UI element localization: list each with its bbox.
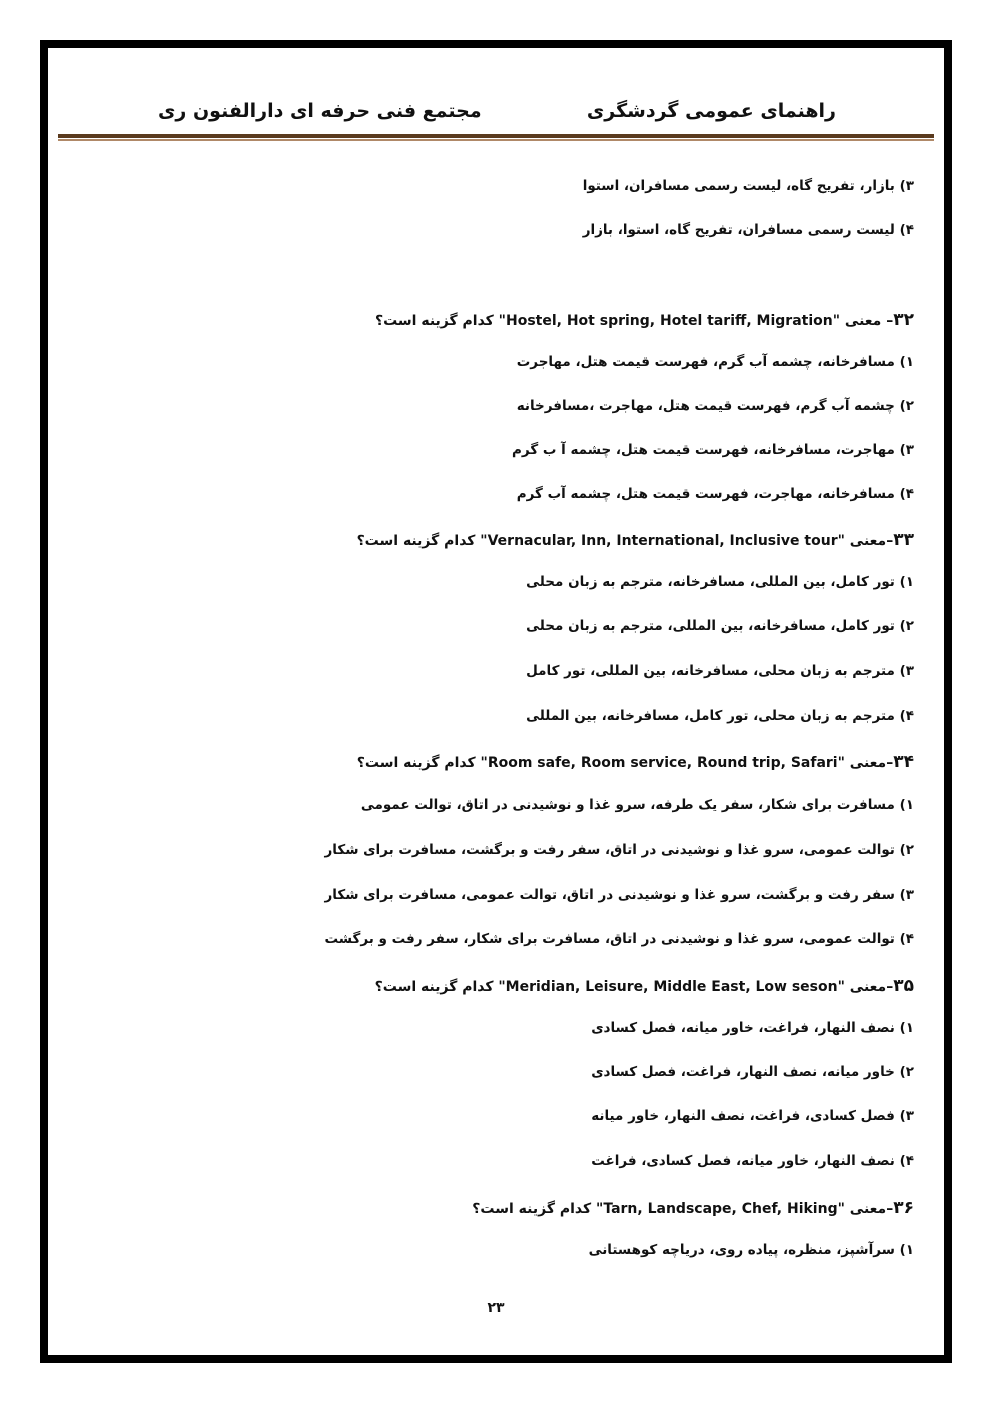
header-divider [58, 134, 934, 138]
option-line: ۲) چشمه آب گرم، فهرست قیمت هتل، مهاجرت ،مسافرخانه [516, 398, 914, 414]
question-line: ۳۵–معنی "Meridian, Leisure, Middle East, Low seson" کدام گزینه است؟ [374, 976, 914, 996]
option-line: ۴) لیست رسمی مسافران، تفریح گاه، استوا، بازار [582, 222, 914, 238]
option-line: ۱) سرآشپز، منظره، پیاده روی، دریاچه کوهستانی [588, 1242, 914, 1258]
page-header [58, 92, 934, 136]
question-number: ۳۳ [893, 530, 914, 550]
header-divider-accent [58, 139, 934, 141]
option-line: ۱) نصف النهار، فراغت، خاور میانه، فصل کسادی [591, 1020, 914, 1036]
option-line: ۴) نصف النهار، خاور میانه، فصل کسادی، فراغت [591, 1153, 914, 1169]
question-line: ۳۳–معنی "Vernacular, Inn, International, Inclusive tour" کدام گزینه است؟ [356, 530, 914, 550]
question-line: ۳۴–معنی "Room safe, Room service, Round trip, Safari" کدام گزینه است؟ [356, 752, 914, 772]
option-line: ۲) خاور میانه، نصف النهار، فراغت، فصل کسادی [591, 1064, 914, 1080]
question-number: ۳۲ [893, 310, 914, 330]
header-title-right: راهنمای عمومی گردشگری [586, 100, 836, 122]
option-line: ۳) سفر رفت و برگشت، سرو غذا و نوشیدنی در اتاق، توالت عمومی، مسافرت برای شکار [324, 887, 914, 903]
option-line: ۴) مسافرخانه، مهاجرت، فهرست قیمت هتل، چشمه آب گرم [516, 486, 914, 502]
option-line: ۳) فصل کسادی، فراغت، نصف النهار، خاور میانه [591, 1108, 914, 1124]
question-terms: Room safe, Room service, Round trip, Safari [487, 755, 838, 771]
option-line: ۴) مترجم به زبان محلی، تور کامل، مسافرخانه، بین المللی [526, 708, 914, 724]
question-number: ۳۶ [893, 1198, 914, 1218]
option-line: ۴) توالت عمومی، سرو غذا و نوشیدنی در اتاق، مسافرت برای شکار، سفر رفت و برگشت [324, 931, 914, 947]
question-number: ۳۵ [893, 976, 914, 996]
option-line: ۲) توالت عمومی، سرو غذا و نوشیدنی در اتاق، سفر رفت و برگشت، مسافرت برای شکار [324, 842, 914, 858]
option-line: ۳) مترجم به زبان محلی، مسافرخانه، بین المللی، تور کامل [526, 663, 914, 679]
option-line: ۱) مسافرخانه، چشمه آب گرم، فهرست قیمت هتل، مهاجرت [516, 354, 914, 370]
question-terms: Vernacular, Inn, International, Inclusive tour [487, 533, 838, 549]
header-title-left: مجتمع فنی حرفه ای دارالفنون ری [158, 100, 482, 122]
question-terms: Tarn, Landscape, Chef, Hiking [603, 1201, 838, 1217]
option-line: ۱) تور کامل، بین المللی، مسافرخانه، مترجم به زبان محلی [526, 574, 914, 590]
question-number: ۳۴ [893, 752, 914, 772]
option-line: ۳) بازار، تفریح گاه، لیست رسمی مسافران، استوا [582, 178, 914, 194]
page-number: ۲۳ [487, 1300, 505, 1316]
option-line: ۲) تور کامل، مسافرخانه، بین المللی، مترجم به زبان محلی [526, 618, 914, 634]
option-line: ۱) مسافرت برای شکار، سفر یک طرفه، سرو غذا و نوشیدنی در اتاق، توالت عمومی [360, 797, 914, 813]
option-line: ۳) مهاجرت، مسافرخانه، فهرست قیمت هتل، چشمه آ ب گرم [512, 442, 914, 458]
question-line: ۳۶–معنی "Tarn, Landscape, Chef, Hiking" کدام گزینه است؟ [472, 1198, 914, 1218]
question-line: ۳۲– معنی "Hostel, Hot spring, Hotel tariff, Migration" کدام گزینه است؟ [374, 310, 914, 330]
question-terms: Meridian, Leisure, Middle East, Low seson [505, 979, 838, 995]
question-terms: Hostel, Hot spring, Hotel tariff, Migration [505, 313, 833, 329]
